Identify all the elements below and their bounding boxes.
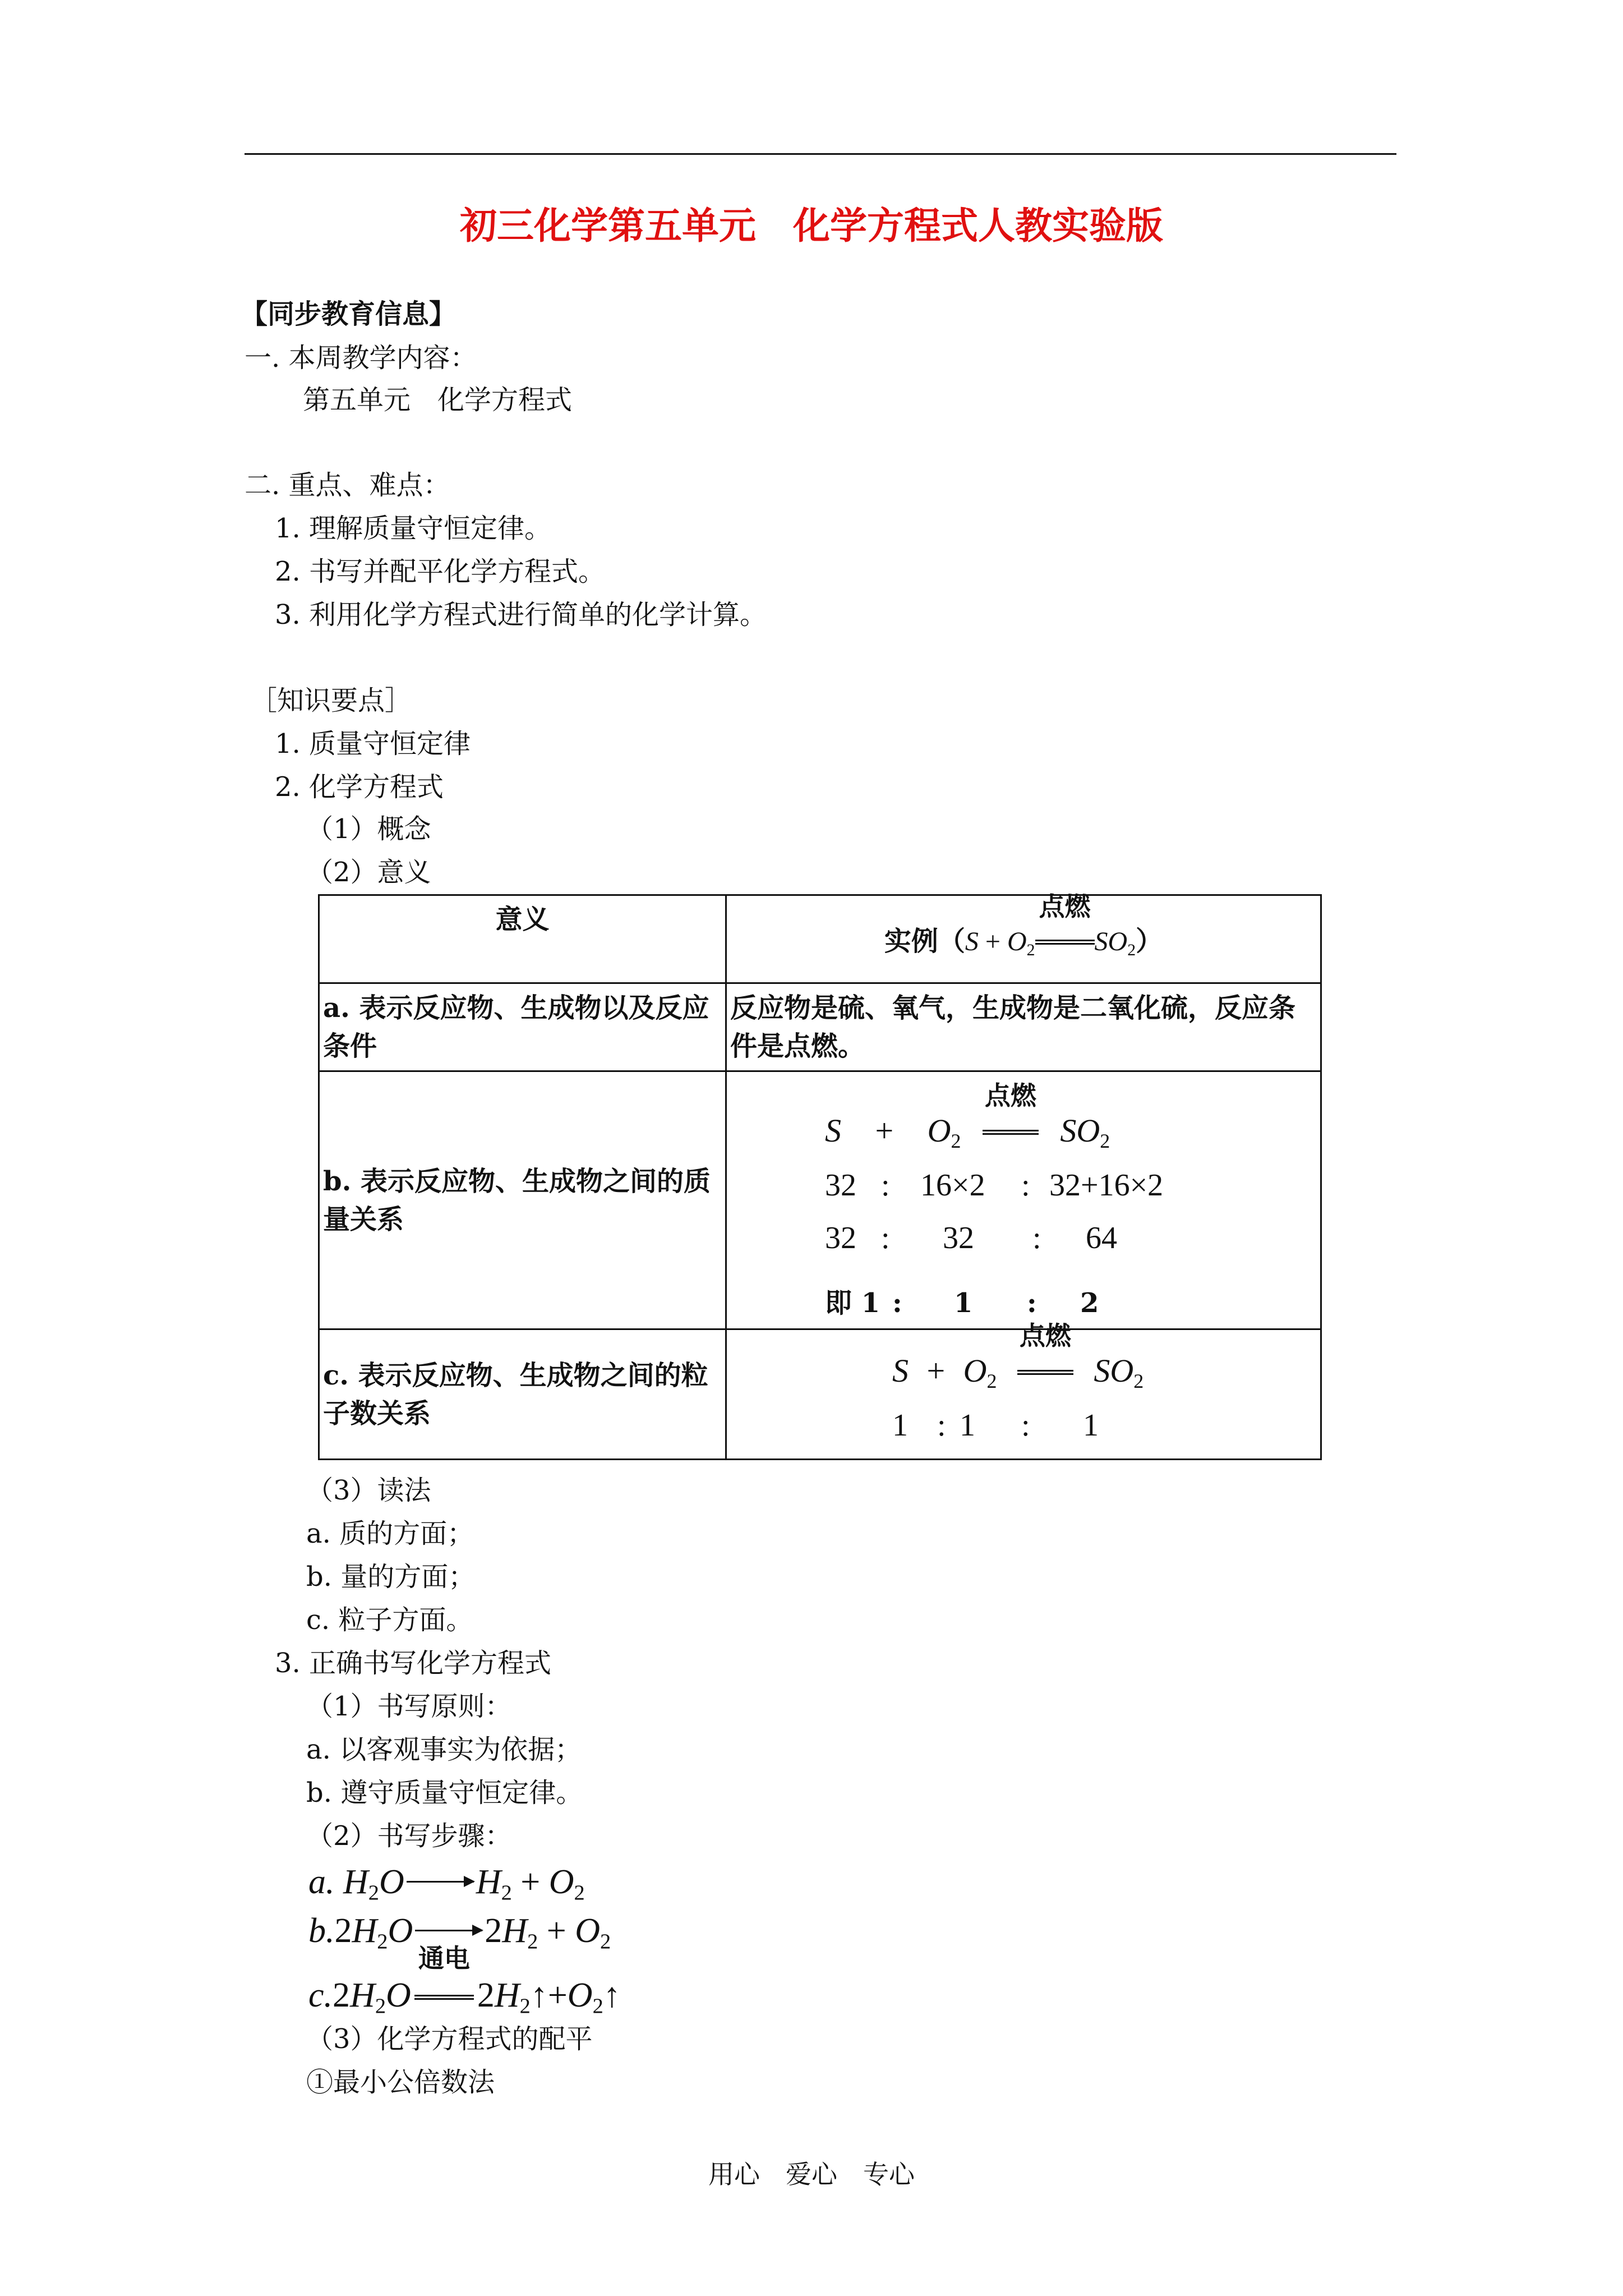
balancing-heading: （3）化学方程式的配平 [306, 2023, 593, 2055]
row-c-equation: $S + O_2$ 点燃 $SO_2$ [892, 1320, 1144, 1392]
row-c-particle-line: 1 : 1 : 1 [892, 1408, 1099, 1443]
part1-heading: 一. 本周教学内容： [245, 342, 477, 374]
step-a-equation: a. $H_2O$ $H_2 + O_2$ [308, 1863, 585, 1905]
knowledge-item-2: 2. 化学方程式 [275, 771, 444, 803]
reading-item-b: b. 量的方面； [306, 1561, 476, 1593]
table-header-meaning: 意义 [319, 895, 726, 983]
steps-heading: （2）书写步骤： [306, 1820, 512, 1852]
knowledge-item-1: 1. 质量守恒定律 [275, 728, 471, 760]
part2-heading: 二. 重点、难点： [245, 470, 450, 501]
row-a-example: 反应物是硫、氧气，生成物是二氧化硫，反应条件是点燃。 [726, 983, 1321, 1071]
row-a-meaning: a. 表示反应物、生成物以及反应条件 [319, 983, 726, 1071]
part2-item-2: 2. 书写并配平化学方程式。 [275, 556, 606, 587]
header-rule [245, 153, 1396, 155]
section-tag: 【同步教育信息】 [241, 298, 457, 330]
row-c-meaning: c. 表示反应物、生成物之间的粒子数关系 [319, 1329, 726, 1460]
table-row-c [319, 1329, 1321, 1460]
writing-heading: 3. 正确书写化学方程式 [275, 1648, 552, 1679]
row-b-mass-result: 32 : 32 : 64 [825, 1221, 1117, 1255]
principle-a: a. 以客观事实为依据； [306, 1734, 582, 1765]
reading-item-c: c. 粒子方面。 [306, 1604, 473, 1636]
row-b-example [726, 1071, 1321, 1329]
principles-heading: （1）书写原则： [306, 1691, 512, 1722]
knowledge-heading: ［知识要点］ [250, 685, 412, 716]
knowledge-sub-1: （1）概念 [306, 813, 431, 845]
row-b-condition: 点燃 [984, 1080, 1036, 1111]
example-suffix: ） [1136, 926, 1163, 958]
row-b-meaning: b. 表示反应物、生成物之间的质量关系 [319, 1071, 726, 1329]
step-b-equation: $b.2H_2O$ $2H_2 + O_2$ [308, 1912, 611, 1954]
reading-heading: （3）读法 [306, 1475, 431, 1506]
row-b-ratio: 即 1 : 1 : 2 [825, 1287, 1099, 1319]
part1-content: 第五单元 化学方程式 [303, 384, 573, 416]
table-header-example: 实例（$S + O_2$ 点燃 $SO_2$） [726, 895, 1321, 983]
balancing-method-1: ①最小公倍数法 [306, 2067, 495, 2098]
part2-item-1: 1. 理解质量守恒定律。 [275, 513, 552, 544]
condition-label: 点燃 [1039, 891, 1091, 922]
step-c-condition: 通电 [418, 1944, 470, 1973]
page-title: 初三化学第五单元 化学方程式人教实验版 [460, 204, 1163, 247]
table-row-a [319, 983, 1321, 1071]
step-c-equation: $c.2H_2O$ 通电 $2H_2↑+O_2↑$ [308, 1944, 621, 2018]
reading-item-a: a. 质的方面； [306, 1518, 474, 1549]
row-c-condition: 点燃 [1019, 1320, 1071, 1351]
page-footer: 用心 爱心 专心 [708, 2159, 915, 2189]
row-b-equation: $S + O_2$ 点燃 $SO_2$ [825, 1080, 1110, 1152]
table-row-b [319, 1071, 1321, 1329]
example-prefix: 实例（ [884, 926, 965, 958]
row-b-mass-line: 32 : 16×2 : 32+16×2 [825, 1168, 1164, 1203]
meaning-table [318, 891, 1322, 1460]
table-header-row [319, 895, 1321, 983]
knowledge-sub-2: （2）意义 [306, 857, 431, 888]
part2-item-3: 3. 利用化学方程式进行简单的化学计算。 [275, 599, 767, 631]
row-c-example [726, 1320, 1321, 1460]
principle-b: b. 遵守质量守恒定律。 [306, 1777, 583, 1809]
